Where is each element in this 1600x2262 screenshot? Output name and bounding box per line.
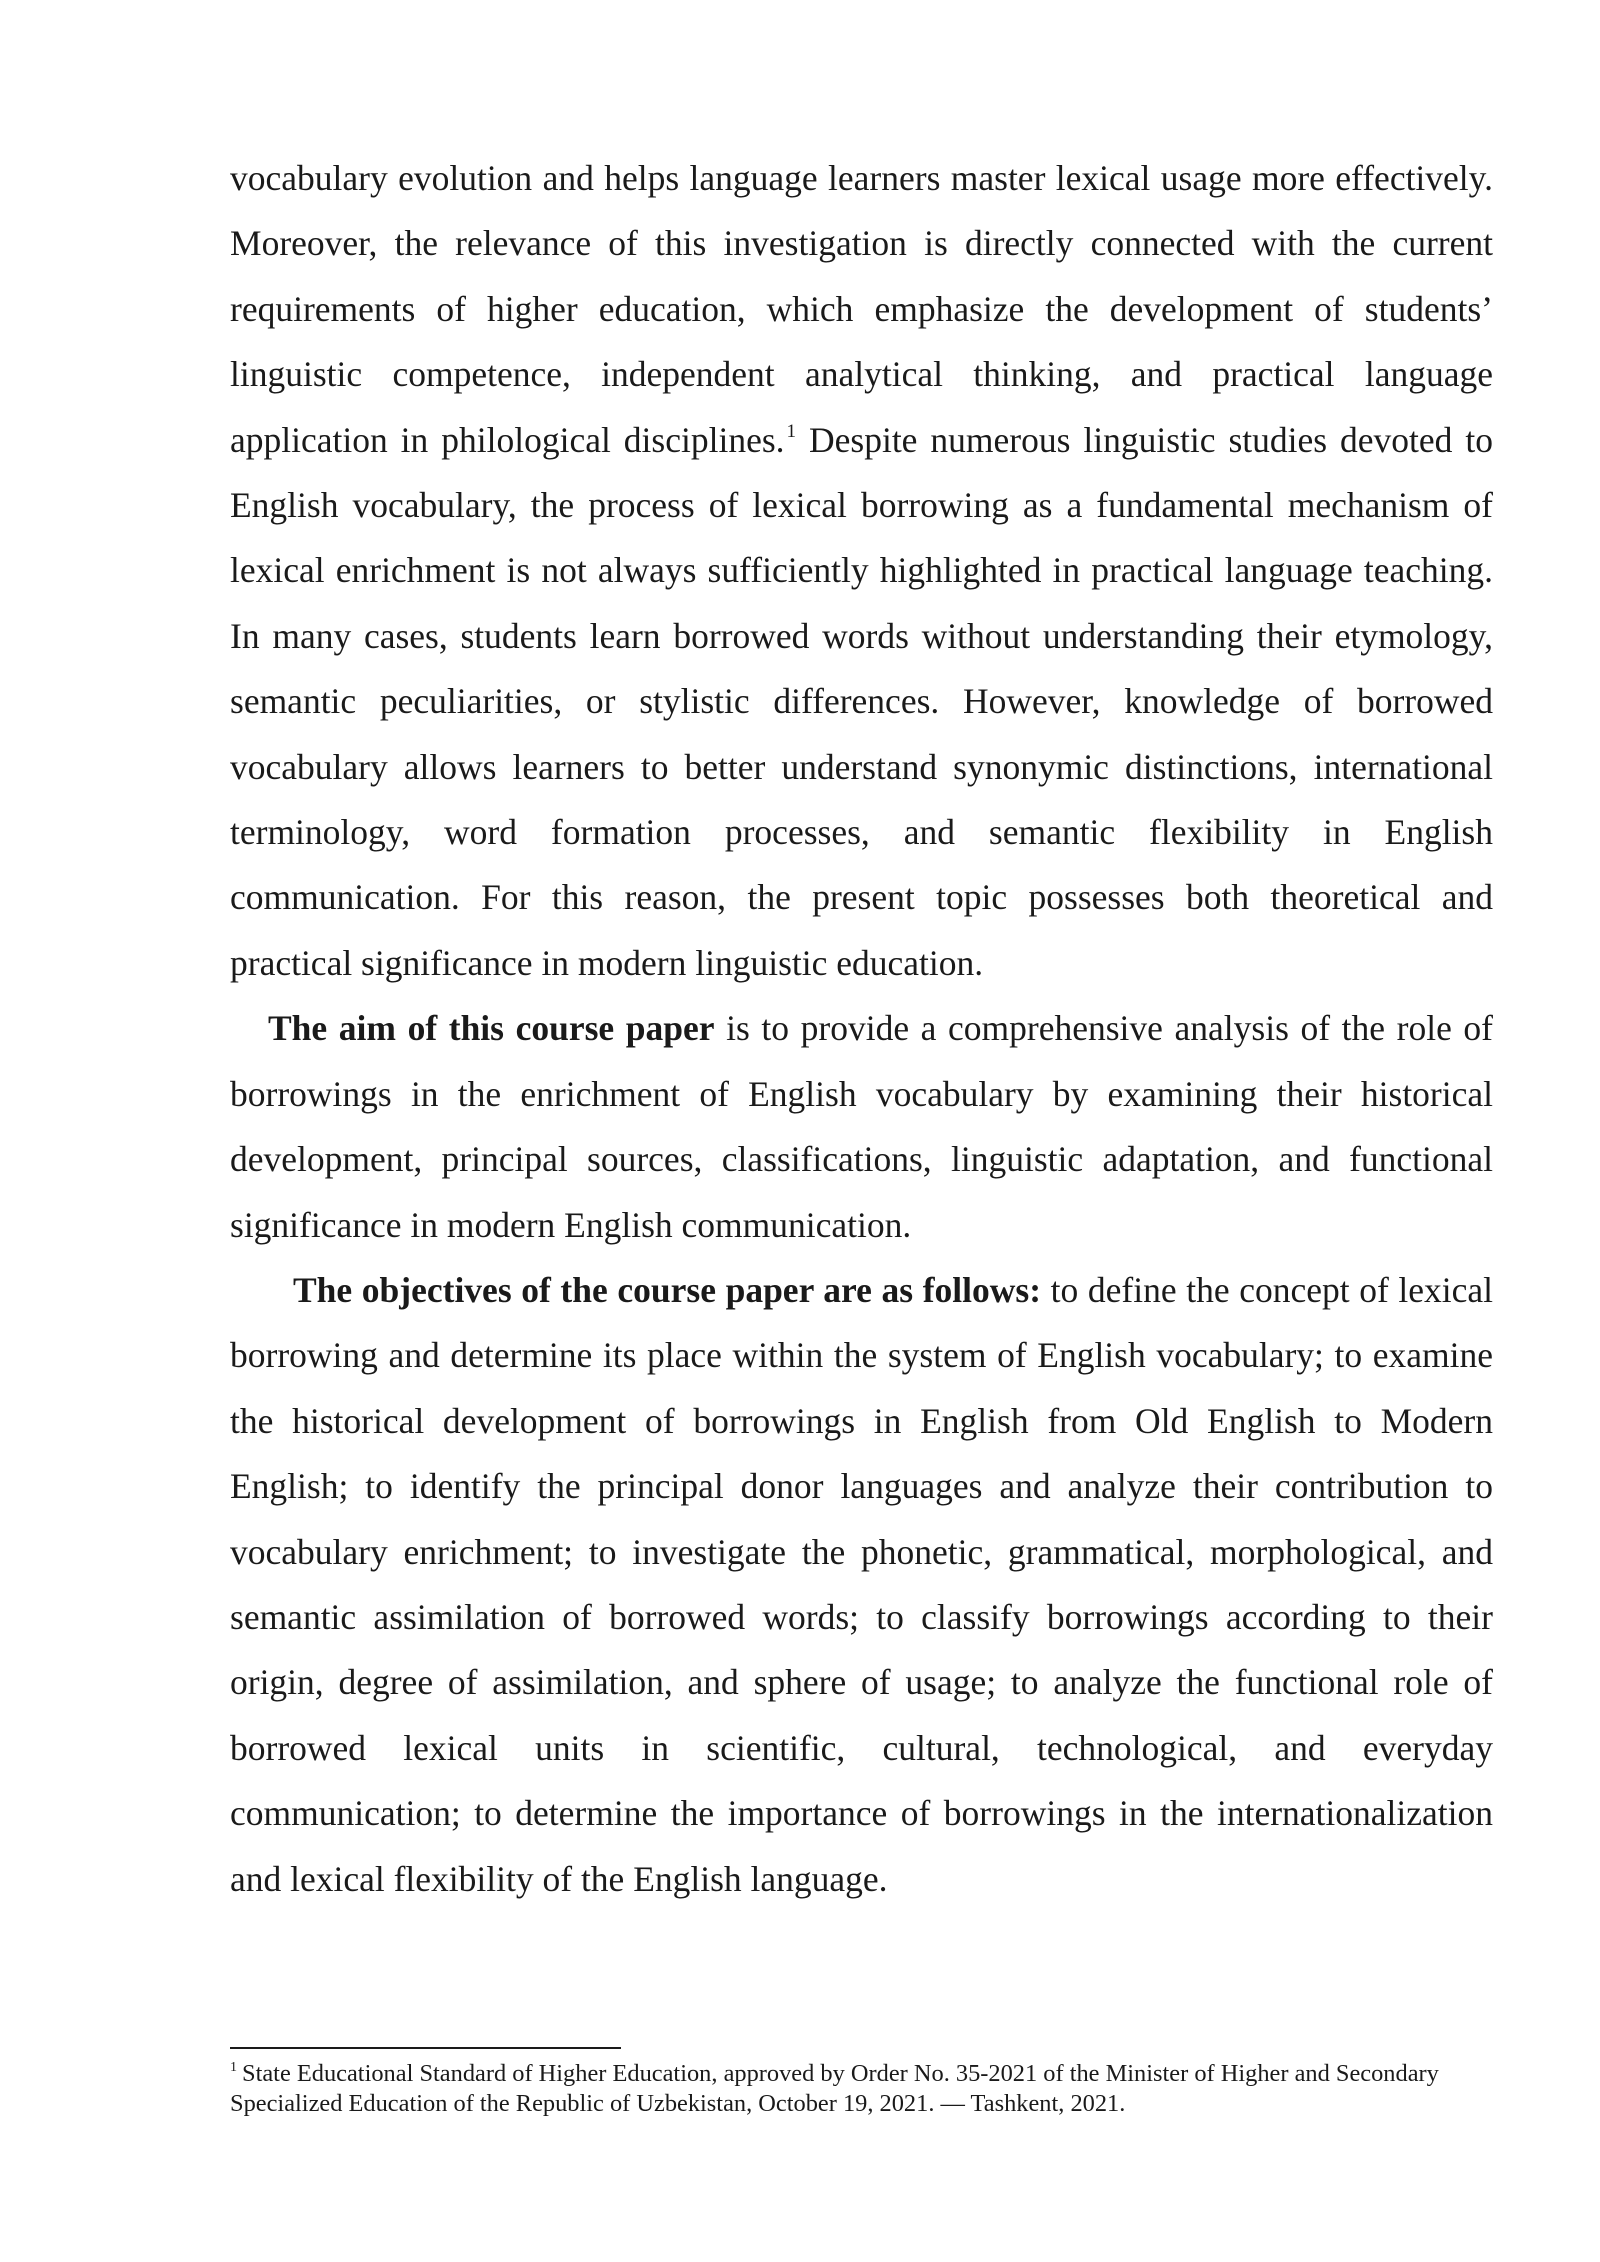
footnote-separator bbox=[230, 2047, 621, 2049]
objectives-heading: The objectives of the course paper are as follows: bbox=[293, 1269, 1042, 1310]
aim-text: is to provide a comprehensive analysis of the role of borrowings in the enrichment of English vocabulary by examining their historical development, principal sources, classifications, linguistic adaptation, and functional significance in modern English communication. bbox=[230, 1008, 1494, 1245]
paragraph-objectives bbox=[230, 1258, 1493, 1912]
footnote-marker: 1 bbox=[230, 2060, 237, 2075]
document-body bbox=[230, 146, 1493, 1912]
footnote bbox=[230, 2059, 1493, 2119]
paragraph-aim bbox=[230, 996, 1493, 1258]
paragraph-relevance-text-before-ref: vocabulary evolution and helps language learners master lexical usage more effectively. Moreover, the relevance of this investigation is directly connected with the current requirements of higher education, which emphasize the development of students’ linguistic competence, independent analytical thinking, and practical language application in philological disciplines. bbox=[230, 158, 1493, 460]
paragraph-relevance-text-after-ref: Despite numerous linguistic studies devoted to English vocabulary, the process of lexical borrowing as a fundamental mechanism of lexical enrichment is not always sufficiently highlighted in practical language teaching. In many cases, students learn borrowed words without understanding their etymology, semantic peculiarities, or stylistic differences. However, knowledge of borrowed vocabulary allows learners to better understand synonymic distinctions, international terminology, word formation processes, and semantic flexibility in English communication. For this reason, the present topic possesses both theoretical and practical significance in modern linguistic education. bbox=[230, 419, 1493, 983]
footnote-reference[interactable]: 1 bbox=[786, 420, 797, 442]
paragraph-relevance bbox=[230, 146, 1493, 996]
footnote-text: State Educational Standard of Higher Education, approved by Order No. 35-2021 of the Minister of Higher and Secondary Specialized Education of the Republic of Uzbekistan, October 19, 2021. — Tashkent, 2021. bbox=[230, 2060, 1439, 2117]
objectives-text: to define the concept of lexical borrowing and determine its place within the system of English vocabulary; to examine the historical development of borrowings in English from Old English to Modern English; to identify the principal donor languages and analyze their contribution to vocabulary enrichment; to investigate the phonetic, grammatical, morphological, and semantic assimilation of borrowed words; to classify borrowings according to their origin, degree of assimilation, and sphere of usage; to analyze the functional role of borrowed lexical units in scientific, cultural, technological, and everyday communication; to determine the importance of borrowings in the internationalization and lexical flexibility of the English language. bbox=[230, 1269, 1493, 1899]
aim-heading: The aim of this course paper bbox=[268, 1008, 715, 1049]
